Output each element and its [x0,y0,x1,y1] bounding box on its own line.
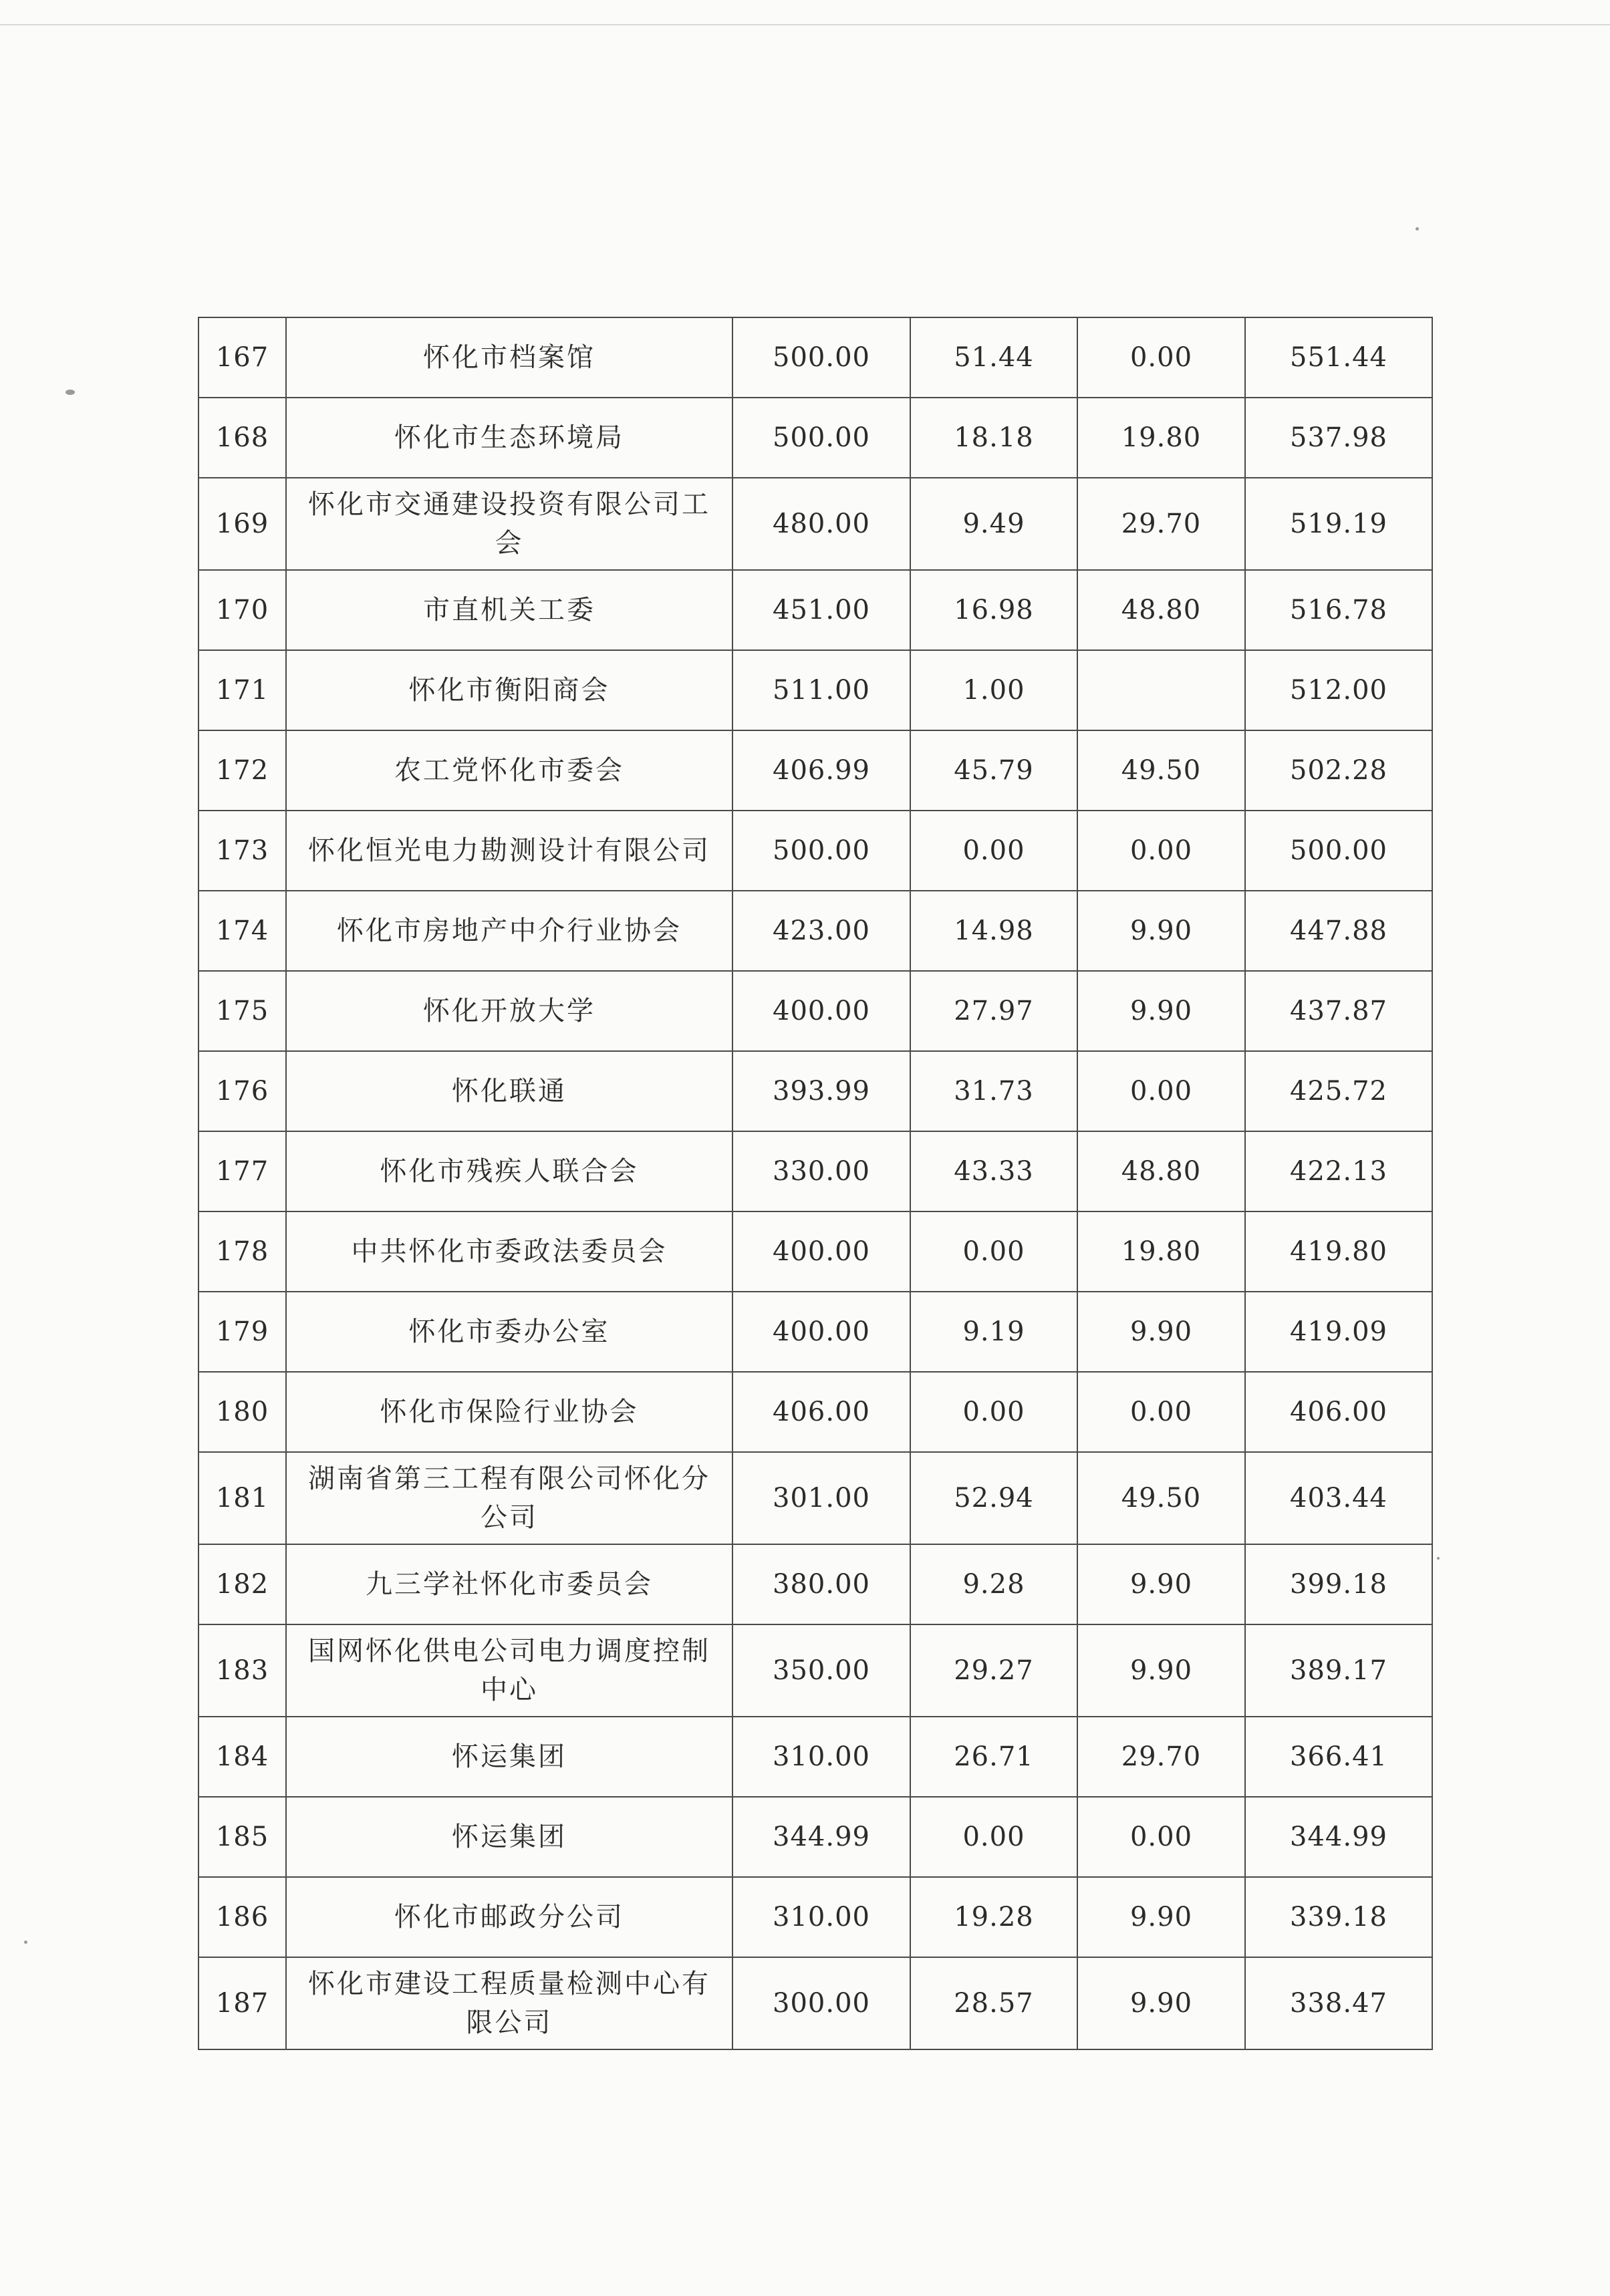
total-amount: 366.41 [1245,1717,1432,1797]
table-row [198,1452,1432,1544]
unit-name: 怀化开放大学 [286,971,732,1051]
table-row [198,891,1432,971]
table-body [198,317,1432,2049]
unit-name: 怀化市建设工程质量检测中心有限公司 [286,1957,732,2049]
table-row [198,1211,1432,1292]
table-row [198,971,1432,1051]
amount-1: 500.00 [732,811,910,891]
row-number: 168 [198,398,286,478]
table-row [198,1051,1432,1131]
row-number: 182 [198,1544,286,1624]
amount-2: 0.00 [910,1211,1077,1292]
unit-name: 湖南省第三工程有限公司怀化分公司 [286,1452,732,1544]
total-amount: 406.00 [1245,1372,1432,1452]
table-row [198,650,1432,730]
unit-name: 怀化恒光电力勘测设计有限公司 [286,811,732,891]
unit-name: 农工党怀化市委会 [286,730,732,811]
amount-3: 48.80 [1077,570,1245,650]
amount-1: 400.00 [732,1292,910,1372]
amount-1: 310.00 [732,1877,910,1957]
table-row [198,811,1432,891]
amount-3: 0.00 [1077,1051,1245,1131]
amount-1: 451.00 [732,570,910,650]
table-row [198,570,1432,650]
table-row [198,1131,1432,1211]
amount-3: 49.50 [1077,1452,1245,1544]
amount-2: 0.00 [910,811,1077,891]
table-row [198,398,1432,478]
table-row [198,1717,1432,1797]
row-number: 174 [198,891,286,971]
amount-1: 406.00 [732,1372,910,1452]
table-row [198,1957,1432,2049]
amount-2: 28.57 [910,1957,1077,2049]
amount-3: 49.50 [1077,730,1245,811]
amount-3: 0.00 [1077,317,1245,398]
amount-2: 29.27 [910,1624,1077,1717]
amount-1: 511.00 [732,650,910,730]
row-number: 169 [198,478,286,570]
amount-2: 27.97 [910,971,1077,1051]
amount-2: 9.28 [910,1544,1077,1624]
total-amount: 344.99 [1245,1797,1432,1877]
unit-name: 国网怀化供电公司电力调度控制中心 [286,1624,732,1717]
amount-2: 18.18 [910,398,1077,478]
total-amount: 516.78 [1245,570,1432,650]
amount-2: 31.73 [910,1051,1077,1131]
table-row [198,1372,1432,1452]
amount-2: 16.98 [910,570,1077,650]
unit-name: 怀化市交通建设投资有限公司工会 [286,478,732,570]
total-amount: 512.00 [1245,650,1432,730]
total-amount: 437.87 [1245,971,1432,1051]
amount-3: 0.00 [1077,811,1245,891]
unit-name: 九三学社怀化市委员会 [286,1544,732,1624]
amount-2: 43.33 [910,1131,1077,1211]
unit-name: 怀化市生态环境局 [286,398,732,478]
amount-2: 9.19 [910,1292,1077,1372]
amount-3: 19.80 [1077,1211,1245,1292]
unit-name: 怀运集团 [286,1717,732,1797]
amount-2: 51.44 [910,317,1077,398]
unit-name: 怀化市邮政分公司 [286,1877,732,1957]
total-amount: 419.80 [1245,1211,1432,1292]
amount-1: 330.00 [732,1131,910,1211]
row-number: 185 [198,1797,286,1877]
unit-name: 怀化联通 [286,1051,732,1131]
total-amount: 339.18 [1245,1877,1432,1957]
amount-2: 0.00 [910,1372,1077,1452]
row-number: 175 [198,971,286,1051]
total-amount: 519.19 [1245,478,1432,570]
scan-speck [1416,227,1419,231]
amount-2: 1.00 [910,650,1077,730]
amount-1: 400.00 [732,1211,910,1292]
amount-1: 406.99 [732,730,910,811]
unit-name: 怀化市档案馆 [286,317,732,398]
scan-speck [24,1941,27,1944]
total-amount: 425.72 [1245,1051,1432,1131]
total-amount: 500.00 [1245,811,1432,891]
table-row [198,317,1432,398]
amount-3 [1077,650,1245,730]
amount-3: 9.90 [1077,891,1245,971]
unit-name: 怀化市委办公室 [286,1292,732,1372]
amount-2: 19.28 [910,1877,1077,1957]
total-amount: 338.47 [1245,1957,1432,2049]
amount-3: 48.80 [1077,1131,1245,1211]
row-number: 177 [198,1131,286,1211]
amount-1: 500.00 [732,398,910,478]
page-top-rule [0,24,1610,25]
amount-3: 29.70 [1077,1717,1245,1797]
amount-2: 0.00 [910,1797,1077,1877]
table-row [198,730,1432,811]
amount-1: 380.00 [732,1544,910,1624]
amount-3: 9.90 [1077,1624,1245,1717]
row-number: 167 [198,317,286,398]
amount-3: 9.90 [1077,1877,1245,1957]
amount-3: 9.90 [1077,971,1245,1051]
row-number: 176 [198,1051,286,1131]
table-row [198,1292,1432,1372]
total-amount: 447.88 [1245,891,1432,971]
table-row [198,1797,1432,1877]
amount-3: 9.90 [1077,1544,1245,1624]
row-number: 170 [198,570,286,650]
row-number: 173 [198,811,286,891]
unit-name: 中共怀化市委政法委员会 [286,1211,732,1292]
amount-3: 9.90 [1077,1957,1245,2049]
amount-2: 26.71 [910,1717,1077,1797]
amount-2: 9.49 [910,478,1077,570]
table-row [198,1877,1432,1957]
amount-1: 350.00 [732,1624,910,1717]
table-row [198,1544,1432,1624]
row-number: 181 [198,1452,286,1544]
amount-1: 301.00 [732,1452,910,1544]
row-number: 172 [198,730,286,811]
total-amount: 403.44 [1245,1452,1432,1544]
table-row [198,1624,1432,1717]
unit-name: 怀运集团 [286,1797,732,1877]
scan-speck [1437,1557,1440,1560]
row-number: 186 [198,1877,286,1957]
row-number: 184 [198,1717,286,1797]
amount-1: 400.00 [732,971,910,1051]
amount-1: 344.99 [732,1797,910,1877]
unit-name: 怀化市保险行业协会 [286,1372,732,1452]
total-amount: 502.28 [1245,730,1432,811]
row-number: 183 [198,1624,286,1717]
total-amount: 537.98 [1245,398,1432,478]
total-amount: 419.09 [1245,1292,1432,1372]
unit-name: 怀化市衡阳商会 [286,650,732,730]
row-number: 180 [198,1372,286,1452]
unit-name: 市直机关工委 [286,570,732,650]
data-table [198,317,1433,2050]
unit-name: 怀化市房地产中介行业协会 [286,891,732,971]
row-number: 187 [198,1957,286,2049]
amount-3: 9.90 [1077,1292,1245,1372]
amount-1: 393.99 [732,1051,910,1131]
total-amount: 422.13 [1245,1131,1432,1211]
amount-1: 500.00 [732,317,910,398]
row-number: 171 [198,650,286,730]
scan-speck [65,390,75,395]
amount-1: 480.00 [732,478,910,570]
total-amount: 389.17 [1245,1624,1432,1717]
unit-name: 怀化市残疾人联合会 [286,1131,732,1211]
amount-2: 14.98 [910,891,1077,971]
amount-3: 0.00 [1077,1372,1245,1452]
row-number: 178 [198,1211,286,1292]
amount-1: 310.00 [732,1717,910,1797]
table-row [198,478,1432,570]
amount-3: 29.70 [1077,478,1245,570]
amount-2: 52.94 [910,1452,1077,1544]
row-number: 179 [198,1292,286,1372]
amount-1: 300.00 [732,1957,910,2049]
amount-1: 423.00 [732,891,910,971]
amount-3: 19.80 [1077,398,1245,478]
amount-2: 45.79 [910,730,1077,811]
total-amount: 551.44 [1245,317,1432,398]
amount-3: 0.00 [1077,1797,1245,1877]
total-amount: 399.18 [1245,1544,1432,1624]
